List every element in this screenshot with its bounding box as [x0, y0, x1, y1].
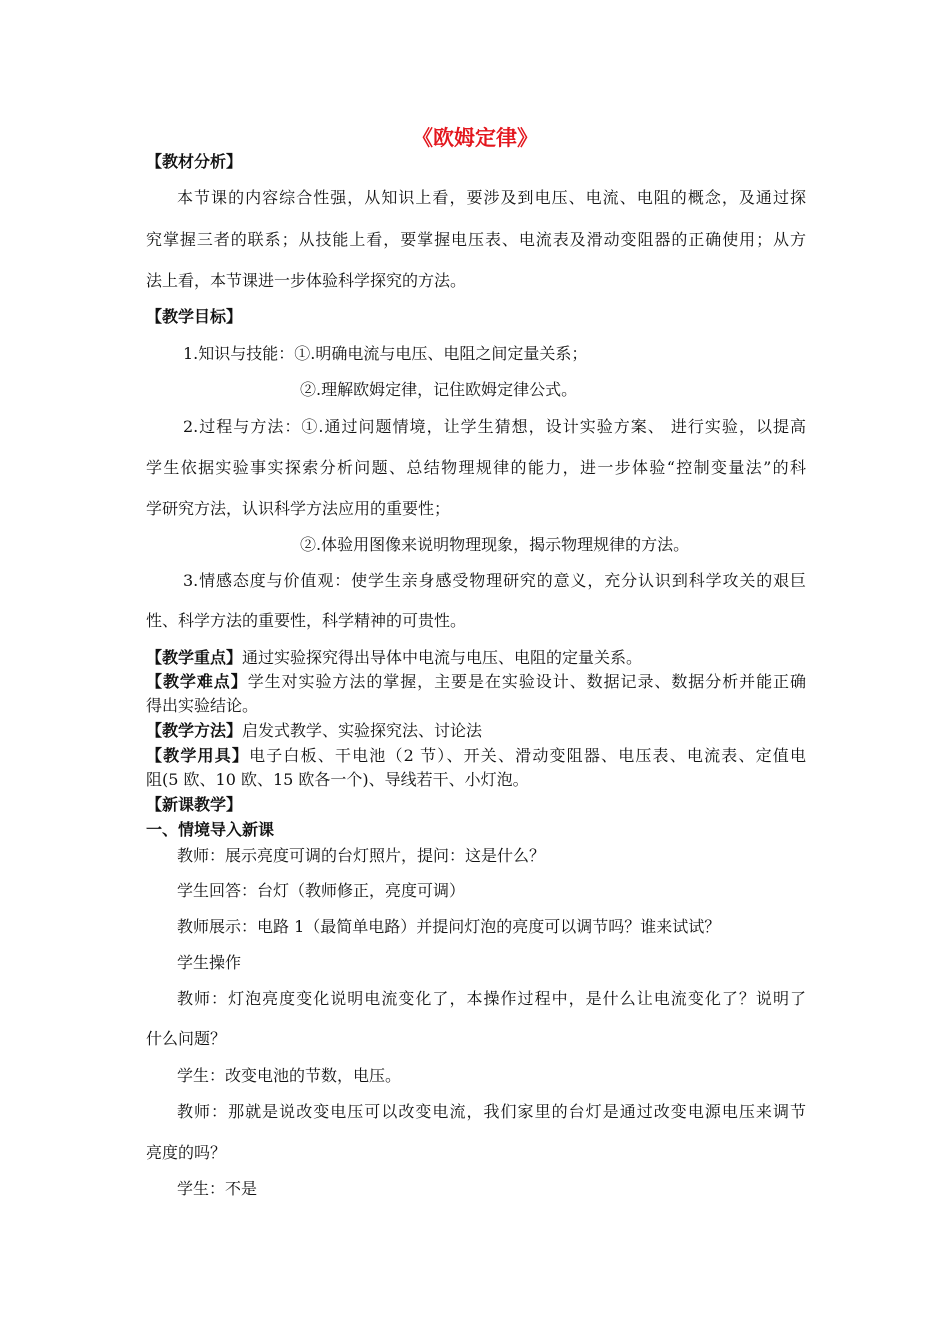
goal-line: 3.情感态度与价值观：使学生亲身感受物理研究的意义，充分认识到科学攻关的艰巨: [183, 571, 806, 590]
section-heading: 一、情境导入新课: [146, 820, 275, 839]
tools-text-cont: 阻(5 欧、10 欧、15 欧各一个)、导线若干、小灯泡。: [146, 770, 529, 789]
tools-row: [146, 746, 806, 766]
dialogue-line: 教师展示：电路 1（最简单电路）并提问灯泡的亮度可以调节吗？谁来试试？: [177, 917, 721, 936]
heading-tools: 【教学用具】: [146, 746, 250, 765]
dialogue-line: 教师：展示亮度可调的台灯照片，提问：这是什么？: [177, 846, 546, 865]
dialogue-line: 学生操作: [177, 953, 242, 972]
difficulty-text: 学生对实验方法的掌握，主要是在实验设计、数据记录、数据分析并能正确: [247, 672, 806, 691]
goal-line: 学生依据实验事实探索分析问题、总结物理规律的能力，进一步体验“控制变量法”的科: [146, 458, 806, 477]
method-text: 启发式教学、实验探究法、讨论法: [242, 721, 483, 740]
paragraph-line: 本节课的内容综合性强，从知识上看，要涉及到电压、电流、电阻的概念，及通过探: [177, 188, 806, 207]
dialogue-line: 学生回答：台灯（教师修正，亮度可调）: [177, 881, 466, 900]
goal-line: 1.知识与技能：①.明确电流与电压、电阻之间定量关系；: [183, 344, 588, 363]
heading-method: 【教学方法】: [146, 721, 243, 740]
difficulty-row: [146, 672, 806, 692]
heading-goals: 【教学目标】: [146, 307, 243, 326]
tools-text: 电子白板、干电池（2 节）、开关、滑动变阻器、电压表、电流表、定值电: [249, 746, 806, 765]
method-row: [146, 721, 482, 741]
dialogue-line: 学生：改变电池的节数，电压。: [177, 1066, 402, 1085]
goal-line: ②.理解欧姆定律，记住欧姆定律公式。: [300, 380, 578, 399]
goal-line: ②.体验用图像来说明物理现象，揭示物理规律的方法。: [300, 535, 690, 554]
key-point-text: 通过实验探究得出导体中电流与电压、电阻的定量关系。: [242, 648, 643, 667]
heading-difficulty: 【教学难点】: [146, 672, 248, 691]
dialogue-line: 什么问题？: [146, 1029, 227, 1048]
heading-material-analysis: 【教材分析】: [146, 152, 243, 171]
paragraph-line: 法上看，本节课进一步体验科学探究的方法。: [146, 271, 467, 290]
dialogue-line: 教师：灯泡亮度变化说明电流变化了，本操作过程中，是什么让电流变化了？说明了: [177, 989, 806, 1008]
dialogue-line: 学生：不是: [177, 1179, 258, 1198]
goal-line: 学研究方法，认识科学方法应用的重要性；: [146, 499, 451, 518]
goal-line: 性、科学方法的重要性，科学精神的可贵性。: [146, 611, 467, 630]
key-point-row: [146, 648, 642, 668]
heading-key-point: 【教学重点】: [146, 648, 243, 667]
dialogue-line: 亮度的吗？: [146, 1143, 227, 1162]
heading-new-lesson: 【新课教学】: [146, 795, 243, 814]
difficulty-text-cont: 得出实验结论。: [146, 696, 259, 715]
dialogue-line: 教师：那就是说改变电压可以改变电流，我们家里的台灯是通过改变电源电压来调节: [177, 1102, 806, 1121]
goal-line: 2.过程与方法：①.通过问题情境，让学生猜想，设计实验方案、 进行实验，以提高: [183, 417, 806, 436]
document-title: 《欧姆定律》: [412, 126, 538, 150]
paragraph-line: 究掌握三者的联系；从技能上看，要掌握电压表、电流表及滑动变阻器的正确使用；从方: [146, 230, 806, 249]
